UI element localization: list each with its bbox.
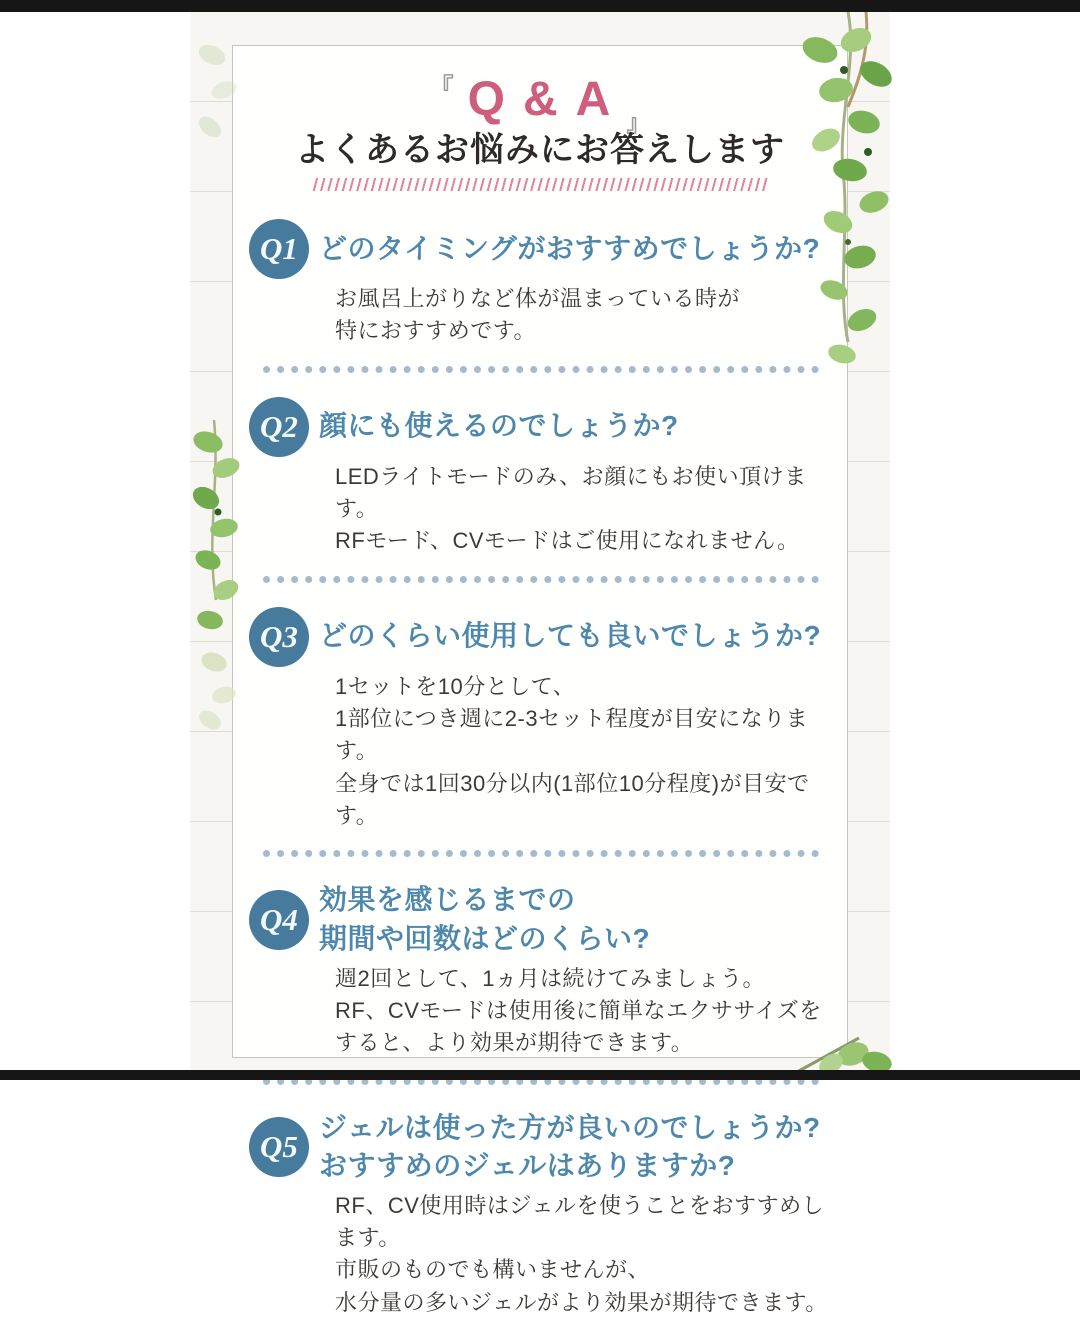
answer-line: RF、CV使用時はジェルを使うことをおすすめします。 <box>335 1192 825 1251</box>
answer-line: お風呂上がりなど体が温まっている時が <box>335 286 741 311</box>
qa-item <box>249 607 829 833</box>
question-line: 顔にも使えるのでしょうか? <box>319 410 679 442</box>
answer-text <box>335 963 829 1060</box>
answer-line: すると、より効果が期待できます。 <box>335 1030 694 1056</box>
question-line: どのくらい使用しても良いでしょうか? <box>319 620 822 652</box>
answer-text <box>335 1190 829 1319</box>
ivy-leaves-left-icon <box>188 420 242 740</box>
answer-line: 全身では1回30分以内(1部位10分程度)が目安です。 <box>335 770 810 828</box>
answer-text <box>335 461 829 558</box>
question-line: ジェルは使った方が良いのでしょうか? <box>319 1111 821 1143</box>
question-text <box>319 1109 821 1186</box>
qa-accent-title: Q&A <box>467 73 629 126</box>
question-badge: Q5 <box>249 1117 309 1177</box>
letterbox-top-bar <box>0 0 1080 12</box>
answer-line: 特におすすめです。 <box>335 318 536 344</box>
answer-line: LEDライトモードのみ、お顔にもお使い頂けます。 <box>335 463 807 521</box>
ivy-leaves-top-left-icon <box>192 35 238 155</box>
question-badge: Q4 <box>249 890 309 950</box>
qa-item <box>249 1109 829 1319</box>
qa-question-row <box>249 1109 829 1186</box>
question-badge: Q1 <box>249 219 309 279</box>
qa-question-row <box>249 219 829 279</box>
hatch-underline <box>311 178 769 191</box>
answer-text <box>335 671 829 833</box>
dotted-separator <box>263 576 819 583</box>
question-line: 期間や回数はどのくらい? <box>319 922 651 954</box>
question-line: おすすめのジェルはありますか? <box>319 1150 736 1182</box>
answer-line: 1部位につき週に2-3セット程度が目安になります。 <box>335 705 809 764</box>
qa-question-row <box>249 397 829 457</box>
question-badge: Q3 <box>249 607 309 667</box>
question-line: 効果を感じるまでの <box>319 884 576 916</box>
dotted-separator <box>263 366 819 373</box>
answer-line: 水分量の多いジェルがより効果が期待できます。 <box>335 1289 828 1315</box>
qa-question-row <box>249 607 829 667</box>
answer-line: RF、CVモードは使用後に簡単なエクササイズを <box>335 997 822 1023</box>
qa-item <box>249 219 829 348</box>
dotted-separator <box>263 850 819 857</box>
qa-subtitle: よくあるお悩みにお答えします <box>295 131 785 169</box>
answer-text <box>335 283 829 348</box>
question-line: どのタイミングがおすすめでしょうか? <box>319 232 821 264</box>
letterbox-bottom-bar <box>0 1070 1080 1080</box>
question-text <box>319 881 650 958</box>
answer-line: 週2回として、1ヵ月は続けてみましょう。 <box>335 965 766 991</box>
ivy-leaves-right-icon <box>778 12 890 384</box>
question-text <box>319 230 820 269</box>
open-bracket: 『 <box>429 74 454 101</box>
ivy-leaves-bottom-right-icon <box>795 1028 890 1072</box>
qa-item <box>249 881 829 1059</box>
question-text <box>319 407 679 446</box>
question-text <box>319 617 821 656</box>
answer-line: 1セットを10分として、 <box>335 673 576 699</box>
question-badge: Q2 <box>249 397 309 457</box>
close-bracket: 』 <box>626 110 651 137</box>
answer-line: 市販のものでも構いませんが、 <box>335 1257 651 1283</box>
qa-header <box>233 56 847 191</box>
qa-question-row <box>249 881 829 958</box>
answer-line: RFモード、CVモードはご使用になれません。 <box>335 528 800 554</box>
qa-list <box>233 219 847 1319</box>
qa-card <box>232 45 848 1315</box>
qa-accent-row <box>233 56 847 137</box>
qa-item <box>249 397 829 558</box>
